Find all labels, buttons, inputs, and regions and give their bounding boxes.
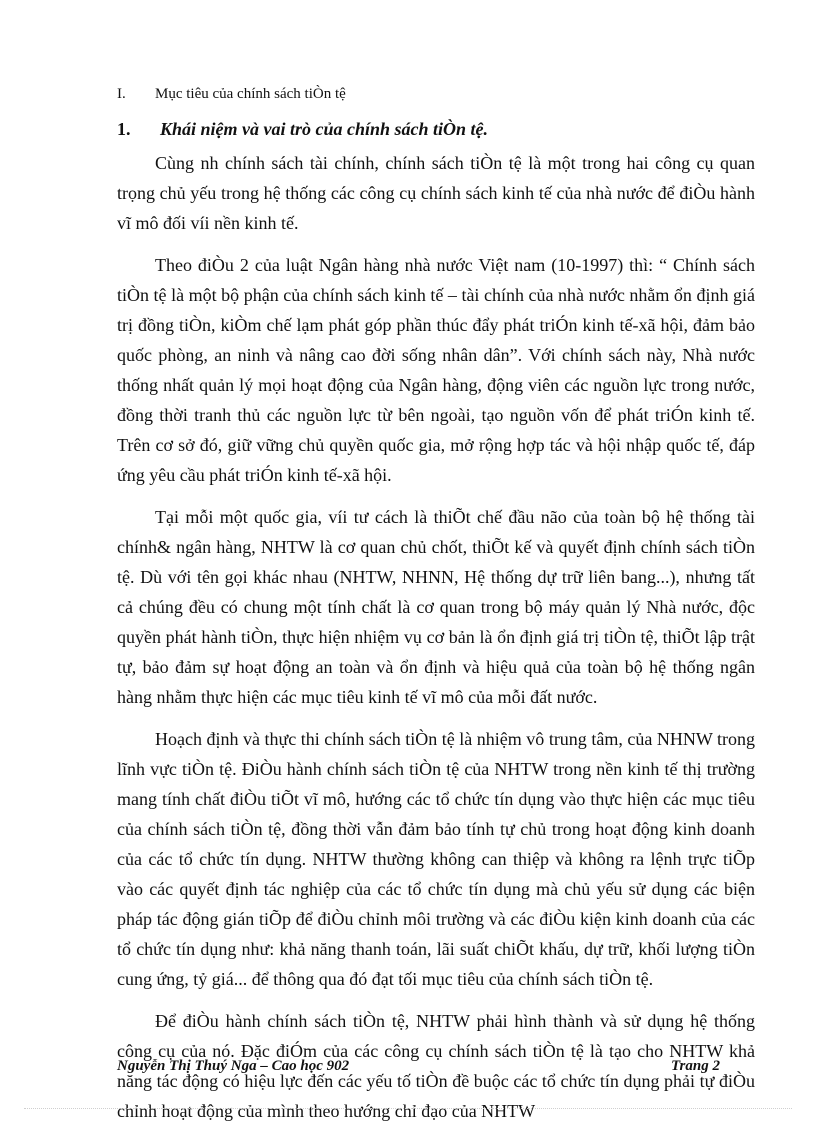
paragraph-2: Theo điÒu 2 của luật Ngân hàng nhà nước Việt nam (10-1997) thì: “ Chính sách tiÒn tệ là một bộ phận của chính sách kinh tế – tài chính của nhà nước nhằm ổn định giá trị đồng tiÒn, kiÒm chế lạm phát góp phần thúc đẩy phát triÓn kinh tế-xã hội, đảm bảo quốc phòng, an ninh và nâng cao đời sống nhân dân”. Với chính sách này, Nhà nước thống nhất quản lý mọi hoạt động của Ngân hàng, động viên các nguồn lực trong nước, đồng thời tranh thủ các nguồn lực từ bên ngoài, tạo nguồn vốn để phát triÓn kinh tế. Trên cơ sở đó, giữ vững chủ quyền quốc gia, mở rộng hợp tác và hội nhập quốc tế, đáp ứng yêu cầu phát triÓn kinh tế-xã hội. xyxy=(117,255,755,485)
page-bottom-divider xyxy=(24,1108,792,1109)
footer-page-number: Trang 2 xyxy=(670,1058,720,1074)
section-title: Mục tiêu của chính sách tiÒn tệ xyxy=(155,86,346,102)
paragraph-1: Cùng nh chính sách tài chính, chính sách tiÒn tệ là một trong hai công cụ quan trọng chủ yếu trong hệ thống các công cụ chính sách kinh tế của nhà nước để điÒu hành vĩ mô đối víi nền kinh tế. xyxy=(117,153,755,233)
subsection-heading xyxy=(117,116,755,142)
paragraph-4: Hoạch định và thực thi chính sách tiÒn tệ là nhiệm vô trung tâm, của NHNW trong lĩnh vực tiÒn tệ. ĐiÒu hành chính sách tiÒn tệ của NHTW trong nền kinh tế thị trường mang tính chất điÒu tiÕt vĩ mô, hướng các tổ chức tín dụng vào thực hiện các mục tiêu của chính sách tiÒn tệ, đồng thời vẫn đảm bảo tính tự chủ trong hoạt động kinh doanh của các tổ chức tín dụng. NHTW thường không can thiệp và không ra lệnh trực tiÕp vào các quyết định tác nghiệp của các tổ chức tín dụng mà chủ yếu sử dụng các biện pháp tác động gián tiÕp để điÒu chỉnh môi trường và các điÒu kiện kinh doanh của các tổ chức tín dụng như: khả năng thanh toán, lãi suất chiÕt khấu, dự trữ, khối lượng tiÒn cung ứng, tỷ giá... để thông qua đó đạt tối mục tiêu của chính sách tiÒn tệ. xyxy=(117,729,755,989)
paragraph-3: Tại mỗi một quốc gia, víi tư cách là thiÕt chế đầu não của toàn bộ hệ thống tài chính& ngân hàng, NHTW là cơ quan chủ chốt, thiÕt kế và quyết định chính sách tiÒn tệ. Dù với tên gọi khác nhau (NHTW, NHNN, Hệ thống dự trữ liên bang...), nhưng tất cả chúng đều có chung một tính chất là cơ quan trong bộ máy quản lý Nhà nước, độc quyền phát hành tiÒn, thực hiện nhiệm vụ cơ bản là ổn định giá trị tiÒn tệ, thiÕt lập trật tự, bảo đảm sự hoạt động an toàn và ổn định và hiệu quả của toàn bộ hệ thống ngân hàng nhằm thực hiện các mục tiêu kinh tế vĩ mô của mỗi đất nước. xyxy=(117,507,755,707)
page-content xyxy=(117,82,755,1138)
section-number: I. xyxy=(117,86,126,102)
paragraph-5: Để điÒu hành chính sách tiÒn tệ, NHTW phải hình thành và sử dụng hệ thống công cụ của nó. Đặc điÓm của các công cụ chính sách tiÒn tệ là tạo cho NHTW khả năng tác động có hiệu lực đến các yếu tố tiÒn đề buộc các tổ chức tín dụng phải tự điÒu chỉnh hoạt động của mình theo hướng chỉ đạo của NHTW xyxy=(117,1011,755,1121)
footer-author: Nguyễn Thị Thuý Nga – Cao học 902 xyxy=(117,1058,350,1074)
page-footer xyxy=(117,1058,720,1075)
subsection-number: 1. xyxy=(117,119,131,139)
subsection-title: Khái niệm và vai trò của chính sách tiÒn tệ. xyxy=(160,119,489,139)
section-heading xyxy=(117,82,755,106)
